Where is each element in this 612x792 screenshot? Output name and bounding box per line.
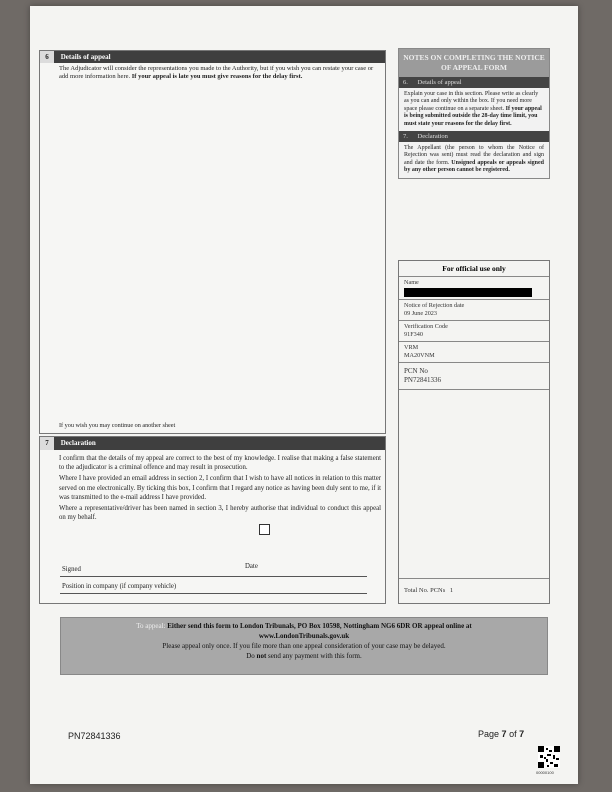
rejection-date-label: Notice of Rejection date [404,302,465,309]
section-7-number: 7 [40,437,54,450]
signed-label: Signed [62,566,81,573]
notes-item-7-text [399,142,549,178]
appeal-address-text: Either send this form to London Tribunals, PO Box 10598, Nottingham NG6 6DR OR appeal online at [167,622,472,630]
page-number [478,729,524,739]
pcn-value: PN72841336 [404,376,441,384]
notes-item-6-number: 6. [403,79,408,86]
barcode-caption: 00000100 [536,770,554,775]
appeal-details-area[interactable] [58,91,384,421]
signature-field[interactable] [60,576,367,577]
section-6-header [40,51,385,63]
appeal-website-link[interactable]: www.LondonTribunals.gov.uk [258,632,350,640]
no-payment-note [61,651,547,661]
page-of: of [509,729,517,739]
email-consent-checkbox[interactable] [259,524,270,535]
official-name-label: Name [404,279,419,286]
rejection-date-value: 09 June 2023 [404,310,437,317]
section-6-title: Details of appeal [60,53,111,61]
verification-code-value: 91F340 [404,331,423,338]
position-field[interactable] [60,593,367,594]
page-current: 7 [501,729,507,739]
position-label: Position in company (if company vehicle) [62,583,177,590]
notes-item-7-header [399,131,549,142]
pcn-label: PCN No [404,367,428,375]
section-6-number: 6 [40,51,54,63]
to-appeal-instructions [60,617,548,675]
vrm-label: VRM [404,344,419,351]
declaration-paragraph-2: Where I have provided an email address in section 2, I confirm that I wish to have all notices in relation to this matter served on me electronically. By ticking this box, I confirm that I regard any notice as having been duly sent to me, if it was transmitted to the e-mail address I have provided. [59,475,381,501]
section-6-details-of-appeal [39,50,386,434]
appeal-line-1 [61,621,547,631]
redacted-name [404,288,532,297]
declaration-paragraph-3: Where a representative/driver has been named in section 3, I hereby authorise that individual to conduct this appeal on my behalf. [59,505,381,522]
no-payment-pre: Do [246,652,255,660]
rejection-date-row [399,300,549,321]
official-use-box [398,260,550,604]
section-7-declaration [39,436,386,604]
barcode-icon [538,746,560,768]
notes-item-6-body: Explain your case in this section. Please write as clearly as you can and only within the box. If you need more space please continue on a separate sheet. [404,91,539,112]
notes-item-7-bold: Unsigned appeals or appeals signed by any other person cannot be registered. [404,159,544,174]
date-label: Date [245,563,258,570]
section-6-intro-text: The Adjudicator will consider the representations you made to the Authority, but if you wish you can restate your case or add more information here. [59,65,374,81]
declaration-paragraph-1: I confirm that the details of my appeal are correct to the best of my knowledge. I realise that making a false statement to the adjudicator is a criminal offence and may result in prosecution. [59,455,381,472]
notes-item-6-bold: If your appeal is being submitted outside the 28-day time limit, you must state your reasons for the delay first. [404,105,542,127]
total-pcns-row [399,578,549,603]
notes-item-6-text [399,88,549,131]
to-appeal-label: To appeal: [136,622,166,630]
section-6-intro [40,63,385,82]
total-pcns-value: 1 [449,587,454,594]
page-total: 7 [519,729,525,739]
notes-item-7-body: The Appellant (the person to whom the Notice of Rejection was sent) must read the declaration and sign and date the form. [404,145,544,166]
official-use-title: For official use only [399,261,549,277]
vrm-value: MA20VNM [404,352,435,359]
notes-panel [398,48,550,179]
notes-item-7-title: Declaration [417,133,448,141]
section-7-header [40,437,385,450]
no-payment-bold: not [256,652,267,660]
verification-code-row [399,321,549,342]
official-name-row [399,277,549,300]
continue-note: If you wish you may continue on another sheet [59,421,176,429]
appeal-once-note: Please appeal only once. If you file more than one appeal consideration of your case may be delayed. [162,642,446,650]
vrm-row [399,342,549,363]
pcn-row [399,363,549,390]
no-payment-post: send any payment with this form. [268,652,362,660]
notes-item-6-header [399,77,549,88]
verification-code-label: Verification Code [404,323,448,330]
notes-item-6-title: Details of appeal [417,79,462,86]
section-6-intro-bold: If your appeal is late you must give reasons for the delay first. [131,73,303,81]
page-reference: PN72841336 [68,731,121,741]
page-label: Page [478,729,500,739]
notes-heading: NOTES ON COMPLETING THE NOTICE OF APPEAL FORM [399,49,549,77]
total-pcns-label: Total No. PCNs [404,587,446,594]
appeal-website[interactable] [61,631,547,641]
notes-item-7-number: 7. [403,133,408,141]
section-7-title: Declaration [60,439,96,447]
